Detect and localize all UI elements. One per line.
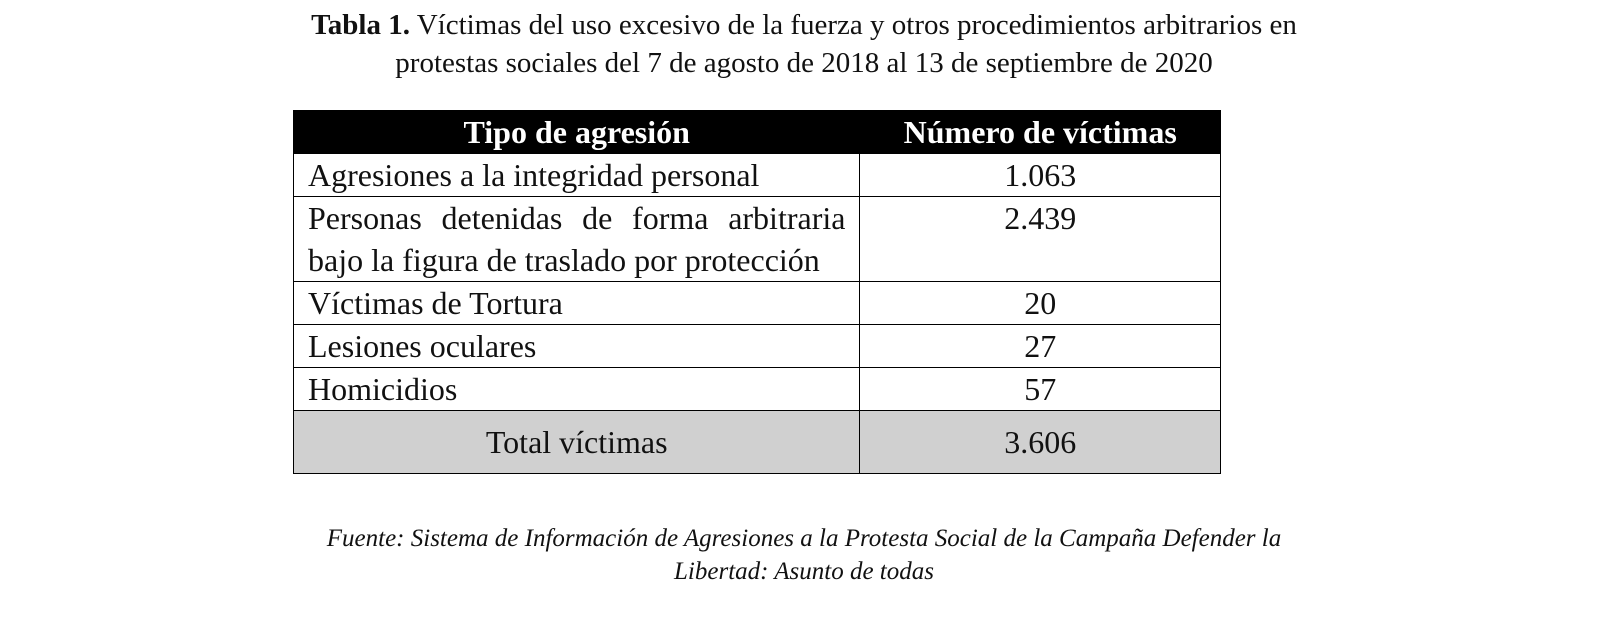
table-row (294, 368, 1221, 411)
source-line-2: Libertad: Asunto de todas (674, 558, 934, 585)
source-line-1: Fuente: Sistema de Información de Agresiones a la Protesta Social de la Campaña Defender la (326, 525, 1282, 552)
aggression-type-cell: Personas detenidas de forma arbitraria bajo la figura de traslado por protección (294, 197, 860, 282)
header-row (294, 111, 1221, 154)
aggression-type-cell: Lesiones oculares (294, 325, 860, 368)
aggression-type-cell: Víctimas de Tortura (294, 282, 860, 325)
caption-text-1: Víctimas del uso excesivo de la fuerza y otros procedimientos arbitrarios en (409, 9, 1297, 41)
victim-count-cell: 20 (860, 282, 1221, 325)
table-row (294, 282, 1221, 325)
aggression-type-cell: Agresiones a la integridad personal (294, 154, 860, 197)
header-victim-count: Número de víctimas (860, 111, 1221, 154)
caption-text-2: protestas sociales del 7 de agosto de 2018 al 13 de septiembre de 2020 (395, 47, 1213, 79)
table-row (294, 154, 1221, 197)
victim-count-cell: 27 (860, 325, 1221, 368)
header-aggression-type: Tipo de agresión (294, 111, 860, 154)
victims-table (293, 110, 1221, 474)
caption-label: Tabla 1. (311, 9, 410, 41)
victim-count-cell: 2.439 (860, 197, 1221, 282)
source-note (0, 522, 1608, 588)
table-row (294, 197, 1221, 282)
victim-count-cell: 57 (860, 368, 1221, 411)
total-count-cell: 3.606 (860, 411, 1221, 474)
aggression-type-cell: Homicidios (294, 368, 860, 411)
total-label-cell: Total víctimas (294, 411, 860, 474)
caption-line-1 (0, 6, 1608, 44)
table-row (294, 325, 1221, 368)
table-caption (0, 6, 1608, 82)
victim-count-cell: 1.063 (860, 154, 1221, 197)
total-row (294, 411, 1221, 474)
